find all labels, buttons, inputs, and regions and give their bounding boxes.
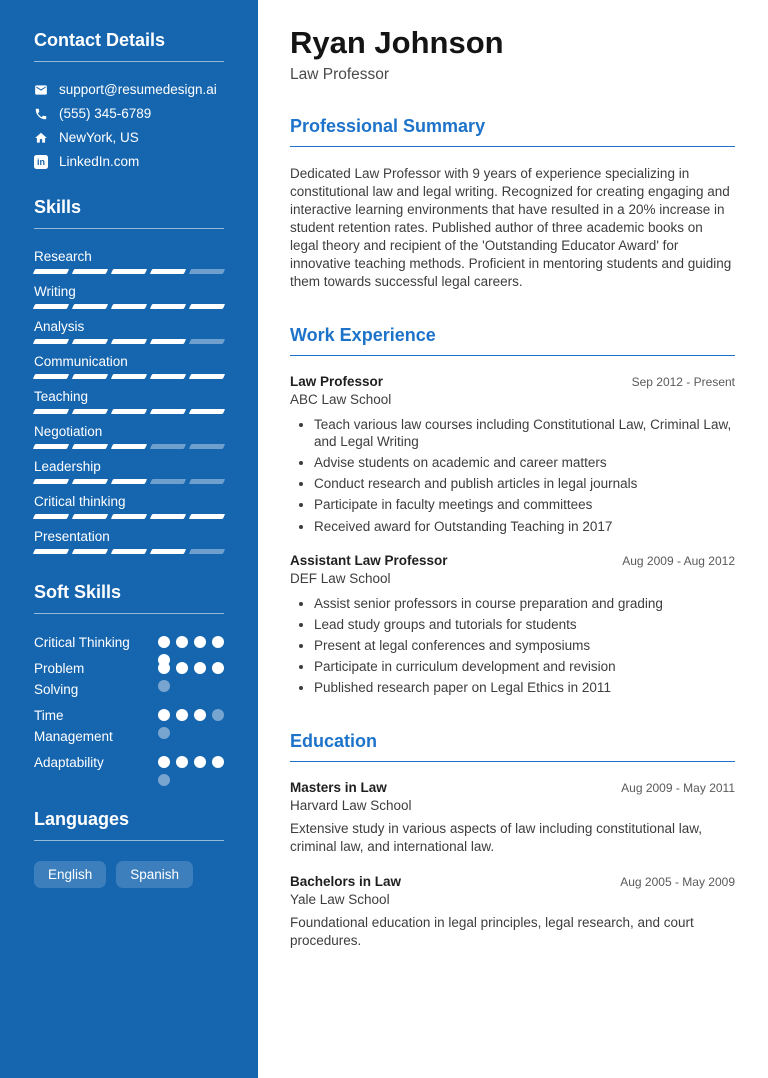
job-entry: [290, 374, 735, 535]
education-header: [290, 874, 735, 889]
skill-item: [34, 459, 224, 484]
soft-skill-label: Problem Solving: [34, 661, 85, 697]
soft-skill-item: [34, 705, 224, 747]
skill-bar-segment: [189, 409, 225, 414]
job-bullet: • Conduct research and publish articles in legal journals: [314, 475, 735, 493]
skill-bar: [34, 409, 224, 414]
job-bullet: • Participate in faculty meetings and committees: [314, 496, 735, 514]
soft-skills-section: [34, 582, 224, 773]
soft-skill-dots: [158, 662, 224, 674]
job-header: [290, 553, 735, 568]
skill-item: [34, 284, 224, 309]
job-bullet: • Received award for Outstanding Teaching in 2017: [314, 518, 735, 536]
contact-phone-text: (555) 345-6789: [59, 106, 152, 121]
skill-bar-segment: [150, 409, 186, 414]
skill-bar-segment: [72, 444, 108, 449]
skill-label: Research: [34, 249, 92, 264]
skill-bar-segment: [150, 269, 186, 274]
skills-heading: Skills: [34, 197, 224, 229]
soft-skills-list: [34, 632, 224, 773]
job-header: [290, 374, 735, 389]
soft-skill-label: Time Management: [34, 708, 113, 744]
degree-title: Bachelors in Law: [290, 873, 402, 889]
job-bullet: • Teach various law courses including Constitutional Law, Criminal Law, and Legal Writing: [314, 416, 735, 451]
contact-list: [34, 82, 224, 169]
job-bullets: [290, 595, 735, 697]
skill-bar-segment: [72, 339, 108, 344]
soft-skill-dot: [194, 709, 206, 721]
skill-bar-segment: [72, 514, 108, 519]
skill-item: [34, 354, 224, 379]
skill-bar-segment: [111, 304, 147, 309]
soft-skill-dot: [176, 662, 188, 674]
soft-skill-dot: [194, 756, 206, 768]
job-bullet: • Lead study groups and tutorials for students: [314, 616, 735, 634]
contact-linkedin-text: LinkedIn.com: [59, 154, 140, 169]
job-bullet: • Advise students on academic and career matters: [314, 454, 735, 472]
skill-label: Leadership: [34, 459, 101, 474]
job-bullet: • Published research paper on Legal Ethics in 2011: [314, 679, 735, 697]
soft-skill-dot: [176, 636, 188, 648]
skill-bar-segment: [150, 374, 186, 379]
skill-bar-segment: [150, 304, 186, 309]
soft-skill-dot: [158, 680, 170, 692]
skill-bar-segment: [72, 374, 108, 379]
job-dates: Aug 2009 - Aug 2012: [622, 554, 735, 569]
school-name: Harvard Law School: [290, 797, 412, 813]
contact-section: [34, 30, 224, 169]
soft-skill-dot: [158, 756, 170, 768]
skill-bar: [34, 374, 224, 379]
soft-skill-dot: [194, 636, 206, 648]
skill-bar-segment: [72, 549, 108, 554]
skill-bar-segment: [111, 549, 147, 554]
skill-bar-segment: [150, 339, 186, 344]
job-bullet: • Assist senior professors in course preparation and grading: [314, 595, 735, 613]
phone-icon: [34, 107, 48, 121]
sidebar: [0, 0, 258, 1078]
degree-title: Masters in Law: [290, 779, 387, 795]
languages-list: [34, 861, 224, 888]
skills-list: [34, 249, 224, 554]
education-dates: Aug 2009 - May 2011: [621, 780, 735, 795]
skill-bar-segment: [189, 479, 225, 484]
skill-bar-segment: [150, 444, 186, 449]
soft-skill-dot: [212, 756, 224, 768]
skill-bar-segment: [33, 444, 69, 449]
skill-bar-segment: [33, 374, 69, 379]
contact-email[interactable]: [34, 82, 224, 97]
education-dates: Aug 2005 - May 2009: [620, 874, 735, 889]
skill-label: Analysis: [34, 319, 85, 334]
soft-skill-dot: [176, 709, 188, 721]
skill-bar-segment: [111, 339, 147, 344]
soft-skill-dots: [158, 709, 224, 721]
job-company: DEF Law School: [290, 571, 391, 587]
skill-bar-segment: [111, 479, 147, 484]
summary-section: [290, 116, 735, 291]
identity-header: [290, 26, 735, 84]
skill-bar: [34, 444, 224, 449]
soft-skill-dot: [212, 636, 224, 648]
education-description: Foundational education in legal principles, legal research, and court procedures.: [290, 914, 694, 948]
contact-phone[interactable]: [34, 106, 224, 121]
skill-bar-segment: [72, 409, 108, 414]
skill-label: Critical thinking: [34, 494, 126, 509]
main-content: [258, 0, 768, 1078]
soft-skill-dot: [158, 636, 170, 648]
summary-text: Dedicated Law Professor with 9 years of experience specializing in constitutional law and legal writing. Recognized for creating engaging and interactive learning environments that have resulted in a 20% increase in student retention rates. Published author of three academic books on legal theory and recipient of the 'Outstanding Educator Award' for innovative teaching methods. Proficient in mentoring students and guiding them towards successful legal careers.: [290, 166, 732, 289]
contact-location-text: NewYork, US: [59, 130, 139, 145]
soft-skill-label: Critical Thinking: [34, 635, 130, 650]
skill-bar-segment: [189, 549, 225, 554]
skill-bar-segment: [189, 339, 225, 344]
contact-location: [34, 130, 224, 145]
skill-label: Teaching: [34, 389, 89, 404]
skill-item: [34, 424, 224, 449]
skill-bar-segment: [72, 479, 108, 484]
soft-skill-dot: [158, 662, 170, 674]
skills-section: [34, 197, 224, 554]
soft-skills-heading: Soft Skills: [34, 582, 224, 614]
skill-item: [34, 319, 224, 344]
candidate-role: Law Professor: [290, 66, 390, 84]
candidate-name: Ryan Johnson: [290, 25, 504, 60]
skill-item: [34, 249, 224, 274]
skill-bar: [34, 479, 224, 484]
skill-bar-segment: [72, 304, 108, 309]
skill-bar-segment: [111, 444, 147, 449]
skill-bar-segment: [111, 409, 147, 414]
soft-skill-dot: [212, 709, 224, 721]
skill-bar-segment: [111, 514, 147, 519]
soft-skill-item: [34, 752, 224, 773]
languages-heading: Languages: [34, 809, 224, 841]
experience-section: [290, 325, 735, 697]
job-bullet: • Present at legal conferences and symposiums: [314, 637, 735, 655]
education-entry: [290, 780, 735, 856]
school-name: Yale Law School: [290, 891, 390, 907]
skill-label: Negotiation: [34, 424, 103, 439]
soft-skill-dot: [176, 756, 188, 768]
soft-skill-label: Adaptability: [34, 755, 104, 770]
skill-bar-segment: [33, 514, 69, 519]
linkedin-icon: in: [34, 155, 48, 169]
contact-linkedin[interactable]: [34, 154, 224, 169]
languages-section: [34, 809, 224, 888]
job-title: Assistant Law Professor: [290, 553, 448, 569]
education-heading: Education: [290, 731, 735, 762]
skill-bar: [34, 339, 224, 344]
skill-bar-segment: [150, 514, 186, 519]
email-icon: [34, 83, 48, 97]
skill-label: Presentation: [34, 529, 110, 544]
skill-bar: [34, 304, 224, 309]
skill-bar-segment: [72, 269, 108, 274]
soft-skill-dot: [158, 727, 170, 739]
skill-bar: [34, 269, 224, 274]
skill-bar-segment: [150, 549, 186, 554]
education-entry: [290, 874, 735, 950]
education-description: Extensive study in various aspects of law including constitutional law, criminal law, and international law.: [290, 820, 702, 854]
education-section: [290, 731, 735, 950]
job-bullet: • Participate in curriculum development and revision: [314, 658, 735, 676]
job-company: ABC Law School: [290, 391, 392, 407]
skill-bar-segment: [189, 514, 225, 519]
soft-skill-item: [34, 658, 224, 700]
skill-bar-segment: [189, 269, 225, 274]
skill-label: Communication: [34, 354, 128, 369]
skill-bar-segment: [33, 339, 69, 344]
skill-bar-segment: [150, 479, 186, 484]
soft-skill-item: [34, 632, 224, 653]
skill-bar-segment: [33, 269, 69, 274]
skill-bar-segment: [111, 269, 147, 274]
education-header: [290, 780, 735, 795]
skill-bar-segment: [33, 304, 69, 309]
skill-item: [34, 494, 224, 519]
summary-heading: Professional Summary: [290, 116, 735, 147]
skill-bar-segment: [33, 409, 69, 414]
skill-bar: [34, 549, 224, 554]
job-title: Law Professor: [290, 373, 384, 389]
language-pill-english[interactable]: English: [34, 861, 106, 888]
contact-email-text: support@resumedesign.ai: [59, 82, 217, 97]
skill-label: Writing: [34, 284, 76, 299]
home-icon: [34, 131, 48, 145]
soft-skill-dot: [194, 662, 206, 674]
skill-item: [34, 389, 224, 414]
skill-item: [34, 529, 224, 554]
skill-bar-segment: [33, 479, 69, 484]
soft-skill-dot: [158, 774, 170, 786]
job-entry: [290, 553, 735, 697]
soft-skill-dots: [158, 636, 224, 648]
skill-bar-segment: [189, 374, 225, 379]
skill-bar-segment: [189, 304, 225, 309]
experience-heading: Work Experience: [290, 325, 735, 356]
contact-heading: Contact Details: [34, 30, 224, 62]
skill-bar-segment: [33, 549, 69, 554]
soft-skill-dots: [158, 756, 224, 768]
skill-bar-segment: [111, 374, 147, 379]
job-bullets: [290, 416, 735, 535]
skill-bar: [34, 514, 224, 519]
soft-skill-dot: [212, 662, 224, 674]
skill-bar-segment: [189, 444, 225, 449]
job-dates: Sep 2012 - Present: [631, 374, 735, 389]
language-pill-spanish[interactable]: Spanish: [116, 861, 193, 888]
soft-skill-dot: [158, 709, 170, 721]
